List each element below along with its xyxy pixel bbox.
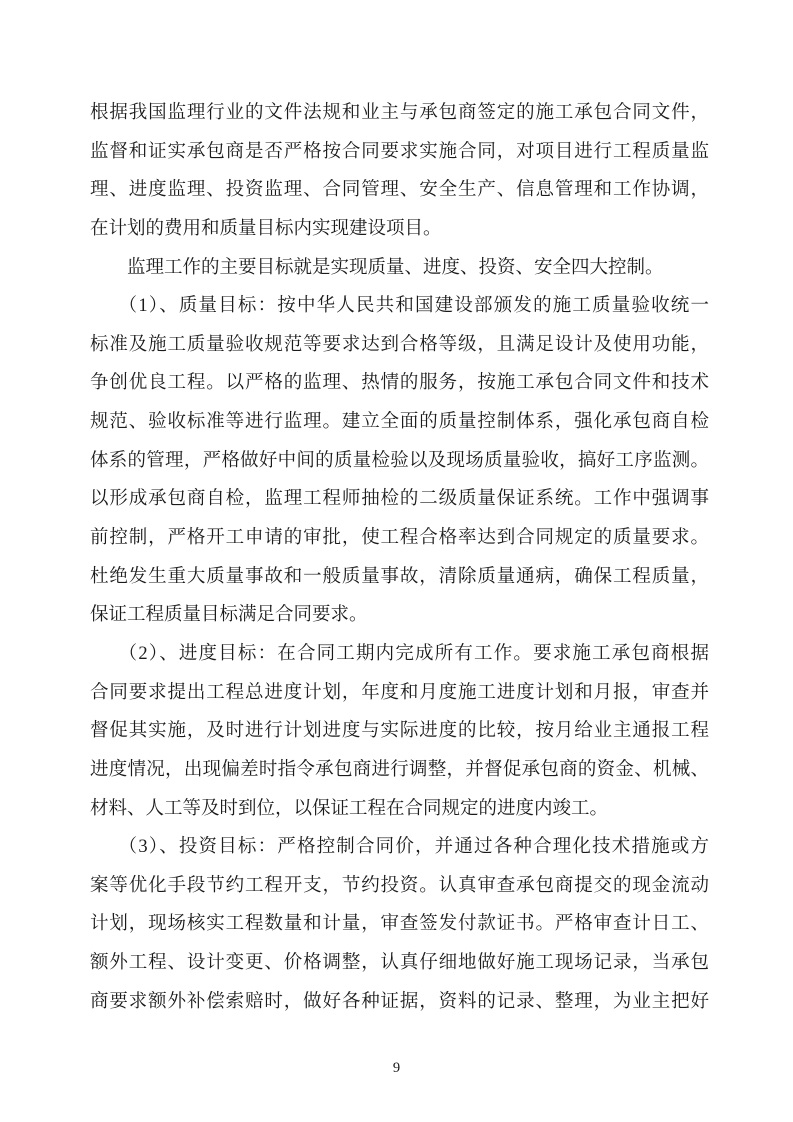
text-line: 在计划的费用和质量目标内实现建设项目。 (90, 218, 442, 239)
text-line: 争创优良工程。以严格的监理、热情的服务，按施工承包合同文件和技术 (90, 373, 709, 394)
text-line: （1）、质量目标：按中华人民共和国建设部颁发的施工质量验收统一 (118, 296, 709, 317)
text-line: 前控制，严格开工申请的审批，使工程合格率达到合同规定的质量要求。 (90, 528, 709, 549)
page-number: 9 (392, 1060, 401, 1076)
text-line: 计划，现场核实工程数量和计量，审查签发付款证书。严格审查计日工、 (90, 914, 709, 935)
text-line: 监督和证实承包商是否严格按合同要求实施合同，对项目进行工程质量监 (90, 141, 709, 162)
text-line: （3）、投资目标：严格控制合同价，并通过各种合理化技术措施或方 (118, 837, 709, 858)
text-line: （2）、进度目标：在合同工期内完成所有工作。要求施工承包商根据 (118, 643, 709, 664)
text-line: 额外工程、设计变更、价格调整，认真仔细地做好施工现场记录，当承包 (90, 953, 709, 974)
document-body (90, 94, 709, 1021)
text-line: 杜绝发生重大质量事故和一般质量事故，清除质量通病，确保工程质量， (90, 566, 709, 587)
text-line: 监理工作的主要目标就是实现质量、进度、投资、安全四大控制。 (127, 257, 664, 278)
text-line: 根据我国监理行业的文件法规和业主与承包商签定的施工承包合同文件， (90, 103, 709, 123)
text-line: 以形成承包商自检，监理工程师抽检的二级质量保证系统。工作中强调事 (90, 489, 709, 510)
text-line: 合同要求提出工程总进度计划，年度和月度施工进度计划和月报，审查并 (90, 682, 709, 703)
text-line: 保证工程质量目标满足合同要求。 (90, 605, 368, 626)
text-line: 理、进度监理、投资监理、合同管理、安全生产、信息管理和工作协调， (90, 180, 709, 201)
text-line: 材料、人工等及时到位，以保证工程在合同规定的进度内竣工。 (90, 798, 609, 819)
text-line: 标准及施工质量验收规范等要求达到合格等级，且满足设计及使用功能， (90, 334, 709, 355)
text-line: 进度情况，出现偏差时指令承包商进行调整，并督促承包商的资金、机械、 (90, 759, 709, 780)
text-line: 规范、验收标准等进行监理。建立全面的质量控制体系，强化承包商自检 (90, 412, 709, 433)
text-line: 体系的管理，严格做好中间的质量检验以及现场质量验收，搞好工序监测。 (90, 450, 709, 471)
text-line: 案等优化手段节约工程开支，节约投资。认真审查承包商提交的现金流动 (90, 875, 709, 896)
text-line: 商要求额外补偿索赔时，做好各种证据，资料的记录、整理，为业主把好 (90, 991, 709, 1012)
text-line: 督促其实施，及时进行计划进度与实际进度的比较，按月给业主通报工程 (90, 721, 709, 742)
